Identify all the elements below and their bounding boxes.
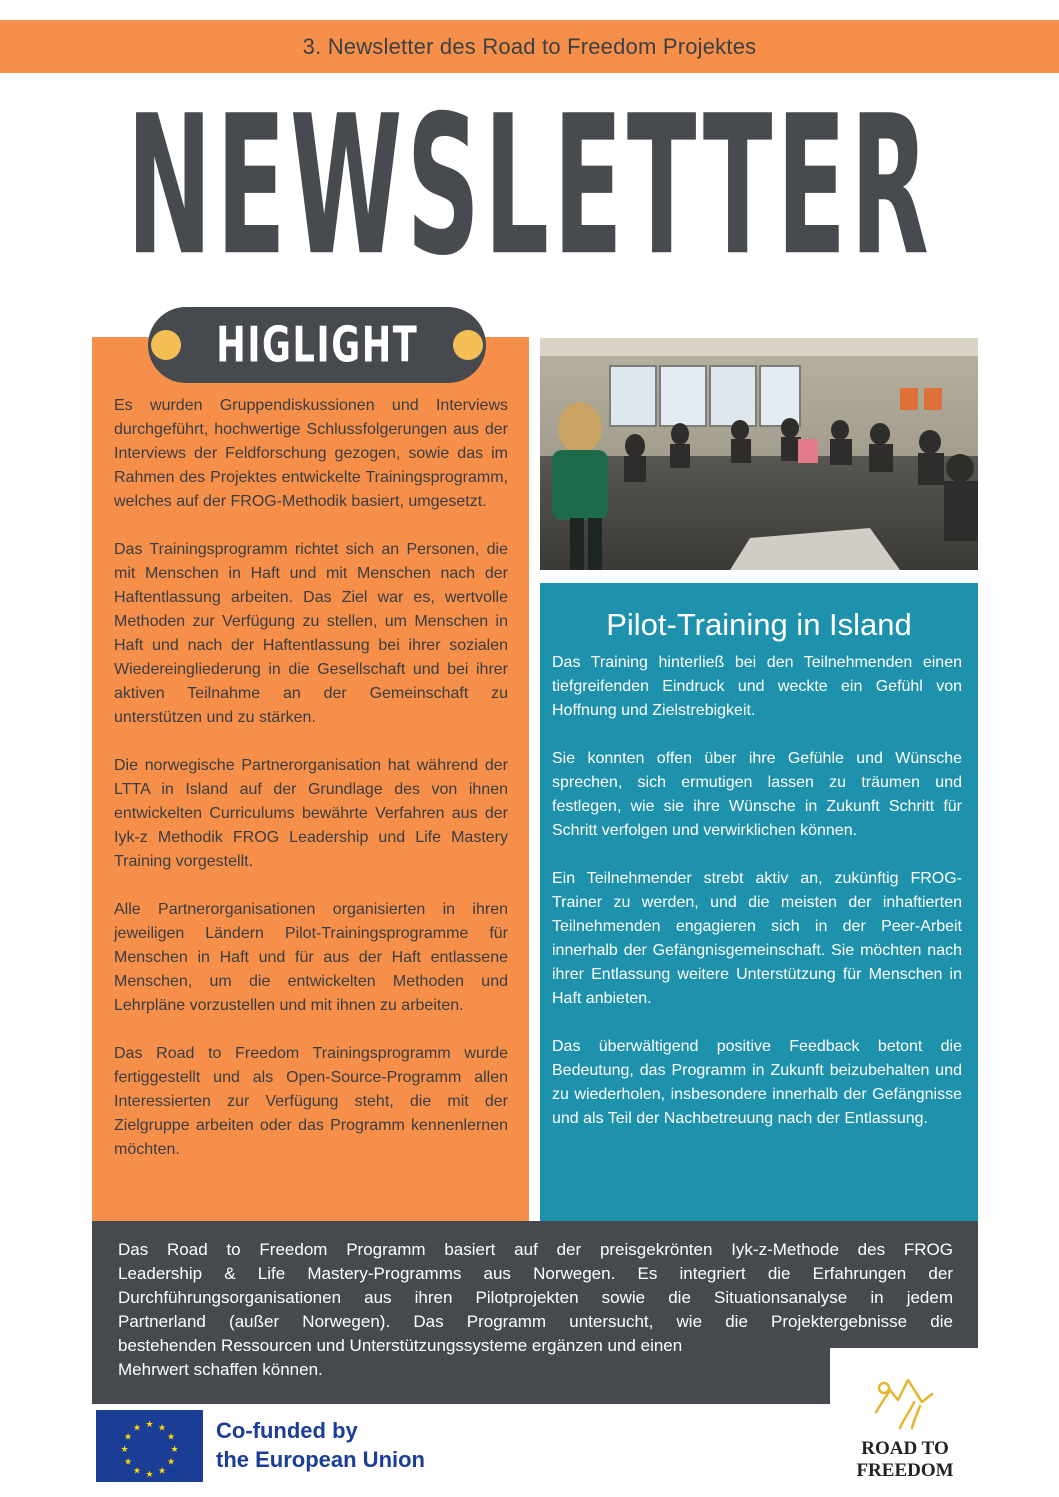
svg-text:★: ★ bbox=[123, 1432, 133, 1443]
pilot-paragraph: Sie konnten offen über ihre Gefühle und Wünsche sprechen, sich ermutigen lassen zu träumen und festlegen, wie sie ihre Wünsche in Zukunft Schritt für Schritt verfolgen und verwirklichen können. bbox=[552, 750, 962, 839]
logo-text: FREEDOM bbox=[856, 1460, 954, 1481]
svg-text:★: ★ bbox=[145, 1420, 154, 1430]
road-to-freedom-logo bbox=[846, 1372, 964, 1484]
summary-line: Mehrwert schaffen können. bbox=[118, 1360, 323, 1379]
highlight-pill bbox=[148, 307, 486, 383]
svg-text:★: ★ bbox=[157, 1466, 167, 1477]
svg-text:★: ★ bbox=[132, 1466, 142, 1477]
pill-dot-right bbox=[453, 330, 483, 360]
eu-label-line: Co-funded by bbox=[216, 1418, 358, 1443]
highlight-text bbox=[114, 394, 508, 1186]
pilot-training-title: Pilot-Training in Island bbox=[606, 607, 912, 642]
pilot-training-text bbox=[552, 651, 962, 1155]
logo-text: ROAD TO bbox=[861, 1438, 949, 1459]
group-training-photo bbox=[540, 338, 978, 570]
summary-text bbox=[118, 1238, 953, 1382]
summary-line: Leadership & Life Mastery-Programms aus Norwegen. Es integriert die Erfahrungen der bbox=[118, 1264, 953, 1283]
svg-text:★: ★ bbox=[166, 1432, 176, 1443]
masthead-title: NEWSLETTER bbox=[126, 75, 933, 299]
highlight-paragraph: Alle Partnerorganisationen organisierten in ihren jeweiligen Ländern Pilot-Trainingsprogramme für Menschen in Haft und für aus der Haft entlassene Menschen, um die entwickelten Methoden und Lehrpläne vorzustellen und mit ihnen zu arbeiten. bbox=[114, 901, 508, 1014]
svg-text:★: ★ bbox=[123, 1457, 133, 1468]
banner-title: 3. Newsletter des Road to Freedom Projektes bbox=[302, 33, 757, 59]
highlight-paragraph: Das Trainingsprogramm richtet sich an Personen, die mit Menschen in Haft und mit Menschen nach der Haftentlassung arbeiten. Das Ziel war es, wertvolle Methoden zur Verfügung zu stellen, um Menschen in Haft und nach der Haftentlassung bei ihrer sozialen Wiedereingliederung in die Gesellschaft und bei ihrer aktiven Teilnahme an der Gemeinschaft zu unterstützen und zu stärken. bbox=[114, 541, 508, 726]
eu-cofunded-label bbox=[216, 1416, 476, 1474]
highlight-paragraph: Die norwegische Partnerorganisation hat während der LTTA in Island auf der Grundlage des von ihnen entwickelten Curriculums bewährte Verfahren aus der Iyk-z Methodik FROG Leadership und Life Mastery Training vorgestellt. bbox=[114, 757, 508, 870]
pill-dot-left bbox=[151, 330, 181, 360]
top-banner bbox=[0, 20, 1059, 73]
summary-line: Das Road to Freedom Programm basiert auf der preisgekrönten Iyk-z-Methode des FROG bbox=[118, 1240, 953, 1259]
pilot-paragraph: Das Training hinterließ bei den Teilnehmenden einen tiefgreifenden Eindruck und weckte ein Gefühl von Hoffnung und Zielstrebigkeit. bbox=[552, 654, 962, 719]
pilot-training-column bbox=[540, 583, 978, 1221]
svg-text:★: ★ bbox=[120, 1445, 129, 1455]
svg-text:★: ★ bbox=[170, 1445, 179, 1455]
highlight-paragraph: Es wurden Gruppendiskussionen und Interviews durchgeführt, hochwertige Schlussfolgerungen aus der Interviews der Feldforschung gezogen, sowie das im Rahmen des Projektes entwickelte Trainingsprogramm, welches auf der FROG-Methodik basiert, umgesetzt. bbox=[114, 397, 508, 510]
pilot-paragraph: Ein Teilnehmender strebt aktiv an, zukünftig FROG-Trainer zu werden, und die meisten der inhaftierten Teilnehmenden engagieren sich in der Peer-Arbeit innerhalb der Gefängnisgemeinschaft. Sie möchten nach ihrer Entlassung weitere Unterstützung für Menschen in Haft anbieten. bbox=[552, 870, 962, 1007]
summary-line: bestehenden Ressourcen und Unterstützungssysteme ergänzen und einen bbox=[118, 1336, 683, 1355]
eu-label-line: the European Union bbox=[216, 1447, 425, 1472]
svg-text:★: ★ bbox=[157, 1423, 167, 1434]
summary-line: Partnerland (außer Norwegen). Das Programm untersucht, wie die Projektergebnisse die bbox=[118, 1312, 953, 1331]
eu-flag-icon bbox=[96, 1410, 203, 1482]
highlight-label: HIGLIGHT bbox=[215, 316, 419, 374]
svg-text:★: ★ bbox=[145, 1470, 154, 1480]
highlight-paragraph: Das Road to Freedom Trainingsprogramm wurde fertiggestellt und als Open-Source-Programm allen Interessierten zur Verfügung steht, die mit der Zielgruppe arbeiten oder das Programm kennenlernen möchten. bbox=[114, 1045, 508, 1158]
pilot-paragraph: Das überwältigend positive Feedback betont die Bedeutung, das Programm in Zukunft beizubehalten und zu wiederholen, insbesondere innerhalb der Gefängnisse und als Teil der Nachbetreuung nach der Entlassung. bbox=[552, 1038, 962, 1127]
svg-text:★: ★ bbox=[166, 1457, 176, 1468]
masthead bbox=[0, 75, 1059, 299]
summary-line: Durchführungsorganisationen aus ihren Pilotprojekten sowie die Situationsanalyse in jedem bbox=[118, 1288, 953, 1307]
svg-text:★: ★ bbox=[132, 1423, 142, 1434]
